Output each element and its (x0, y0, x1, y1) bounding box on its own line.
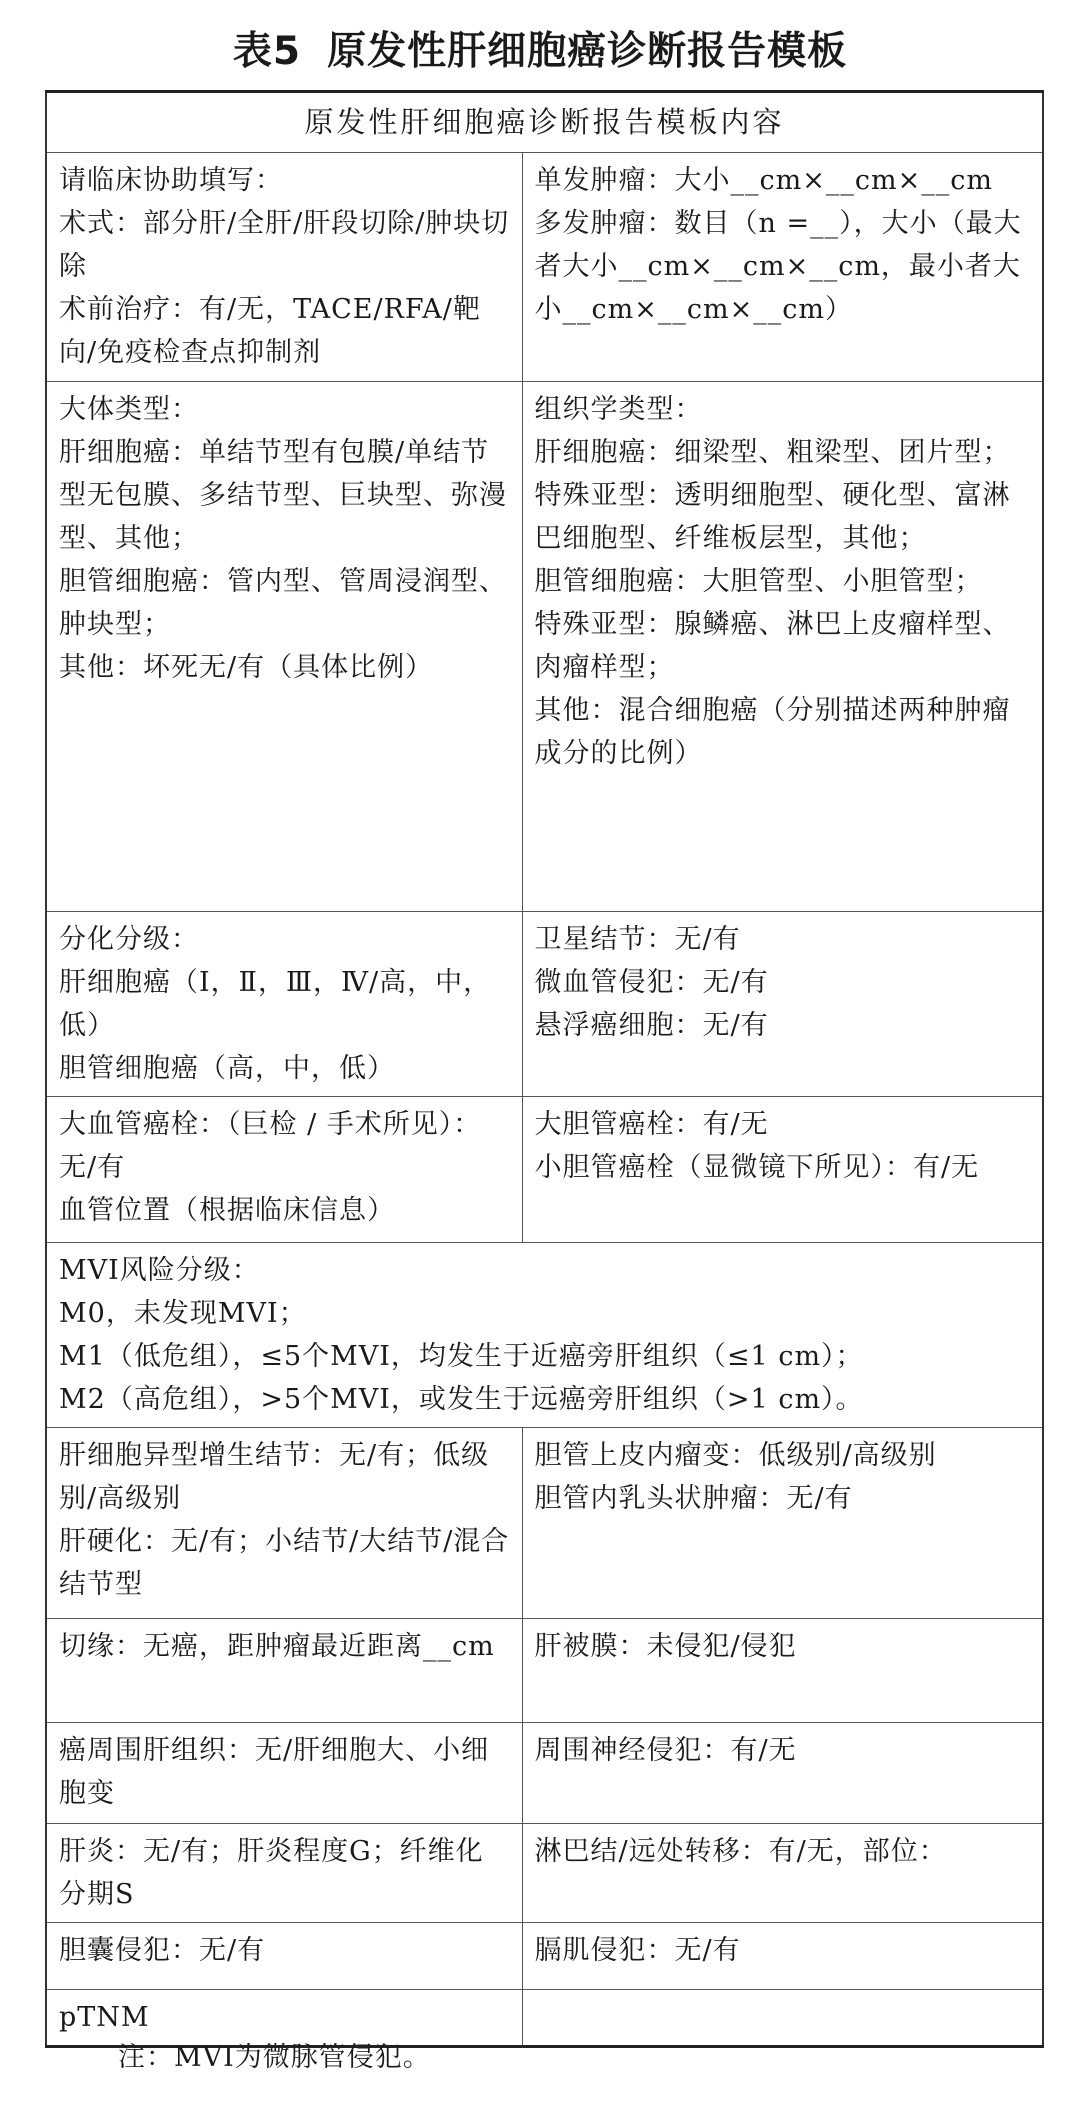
cell-line: M1（低危组），≤5个MVI，均发生于近癌旁肝组织（≤1 cm）； (59, 1341, 864, 1372)
histologic-type-cell (522, 382, 1043, 912)
cell-line: 术前治疗：有/无，TACE/RFA/靶向/免疫检查点抑制剂 (59, 294, 481, 368)
cell-line: 其他：混合细胞癌（分别描述两种肿瘤成分的比例） (534, 695, 1011, 769)
cell-line: 请临床协助填写： (59, 165, 283, 196)
table-row (46, 1723, 1043, 1824)
table-row (46, 1428, 1043, 1619)
table-row (46, 1243, 1043, 1428)
table-footnote: 注：MVI为微脉管侵犯。 (118, 2042, 431, 2073)
table-title-text: 原发性肝细胞癌诊断报告模板 (327, 29, 848, 74)
cell-line: 术式：部分肝/全肝/肝段切除/肿块切除 (59, 208, 510, 282)
cell-line: 血管位置（根据临床信息） (59, 1195, 395, 1226)
cell-line: 微血管侵犯：无/有 (534, 967, 769, 998)
cell-line: 肝细胞异型增生结节：无/有；低级别/高级别 (59, 1440, 490, 1514)
cell-line: 切缘：无癌，距肿瘤最近距离__cm (59, 1631, 495, 1662)
cell-line: 肝细胞癌（Ⅰ，Ⅱ，Ⅲ，Ⅳ/高，中，低） (59, 967, 492, 1041)
cell-line: 肝被膜：未侵犯/侵犯 (534, 1631, 797, 1662)
table-title (0, 22, 1080, 82)
cell-line: 胆管细胞癌：大胆管型、小胆管型； (534, 566, 983, 597)
cell-line: M2（高危组），>5个MVI，或发生于远癌旁肝组织（>1 cm）。 (59, 1384, 864, 1415)
cell-line: 肝细胞癌：单结节型有包膜/单结节型无包膜、多结节型、巨块型、弥漫型、其他； (59, 437, 507, 554)
differentiation-grade-cell (46, 912, 522, 1097)
ptnm-value-cell (522, 1990, 1043, 2047)
biliary-neoplasia-cell (522, 1428, 1043, 1619)
cell-line: 胆管细胞癌：管内型、管周浸润型、肿块型； (59, 566, 507, 640)
cell-line: 特殊亚型：腺鳞癌、淋巴上皮瘤样型、肉瘤样型； (534, 609, 1011, 683)
liver-capsule-cell (522, 1619, 1043, 1723)
report-template-table (45, 90, 1044, 2048)
cell-line: 特殊亚型：透明细胞型、硬化型、富淋巴细胞型、纤维板层型，其他； (534, 480, 1011, 554)
cell-line: 膈肌侵犯：无/有 (534, 1935, 741, 1966)
cell-line: 单发肿瘤：大小__cm×__cm×__cm (534, 165, 993, 196)
table-header-row (46, 92, 1043, 153)
table-row (46, 1923, 1043, 1990)
cell-line: 组织学类型： (534, 394, 703, 425)
cell-line: 癌周围肝组织：无/肝细胞大、小细胞变 (59, 1735, 490, 1809)
cell-line: 淋巴结/远处转移：有/无，部位： (534, 1836, 947, 1867)
cell-line: 卫星结节：无/有 (534, 924, 741, 955)
cell-line: 肝炎：无/有；肝炎程度G；纤维化分期S (59, 1836, 484, 1910)
cell-line: 多发肿瘤：数目（n =__），大小（最大者大小__cm×__cm×__cm，最小者大小__cm×__cm×__cm） (534, 208, 1022, 325)
cell-line: 大胆管癌栓：有/无 (534, 1109, 769, 1140)
satellite-nodule-cell (522, 912, 1043, 1097)
diaphragm-invasion-cell (522, 1923, 1043, 1990)
cell-line: 周围神经侵犯：有/无 (534, 1735, 797, 1766)
table-header: 原发性肝细胞癌诊断报告模板内容 (46, 92, 1043, 153)
cell-line: 肝硬化：无/有；小结节/大结节/混合结节型 (59, 1526, 510, 1600)
clinical-info-cell (46, 153, 522, 382)
table-row (46, 153, 1043, 382)
bile-duct-thrombus-cell (522, 1097, 1043, 1243)
cell-line: M0，未发现MVI； (59, 1298, 307, 1329)
cell-line: 胆管细胞癌（高，中，低） (59, 1053, 395, 1084)
cell-line: 胆管上皮内瘤变：低级别/高级别 (534, 1440, 937, 1471)
gross-type-cell (46, 382, 522, 912)
peritumoral-liver-cell (46, 1723, 522, 1824)
metastasis-cell (522, 1824, 1043, 1923)
cell-line: 胆管内乳头状肿瘤：无/有 (534, 1483, 853, 1514)
cell-line: 大血管癌栓：（巨检 / 手术所见）：无/有 (59, 1109, 482, 1183)
cell-line: pTNM (59, 2002, 150, 2033)
cell-line: 悬浮癌细胞：无/有 (534, 1010, 769, 1041)
hepatitis-cell (46, 1824, 522, 1923)
cell-line: 肝细胞癌：细梁型、粗梁型、团片型； (534, 437, 1011, 468)
table-row (46, 382, 1043, 912)
tumor-size-cell (522, 153, 1043, 382)
table-row (46, 1824, 1043, 1923)
perineural-invasion-cell (522, 1723, 1043, 1824)
table-row (46, 1619, 1043, 1723)
table-row (46, 912, 1043, 1097)
table-number: 表5 (232, 29, 302, 74)
dysplastic-nodule-cell (46, 1428, 522, 1619)
margin-cell (46, 1619, 522, 1723)
cell-line: MVI风险分级： (59, 1255, 260, 1286)
vascular-thrombus-cell (46, 1097, 522, 1243)
mvi-risk-cell (46, 1243, 1043, 1428)
cell-line: 分化分级： (59, 924, 199, 955)
cell-line: 小胆管癌栓（显微镜下所见）：有/无 (534, 1152, 980, 1183)
cell-line: 胆囊侵犯：无/有 (59, 1935, 266, 1966)
gallbladder-invasion-cell (46, 1923, 522, 1990)
cell-line: 其他：坏死无/有（具体比例） (59, 652, 434, 683)
table-row (46, 1097, 1043, 1243)
cell-line: 大体类型： (59, 394, 199, 425)
